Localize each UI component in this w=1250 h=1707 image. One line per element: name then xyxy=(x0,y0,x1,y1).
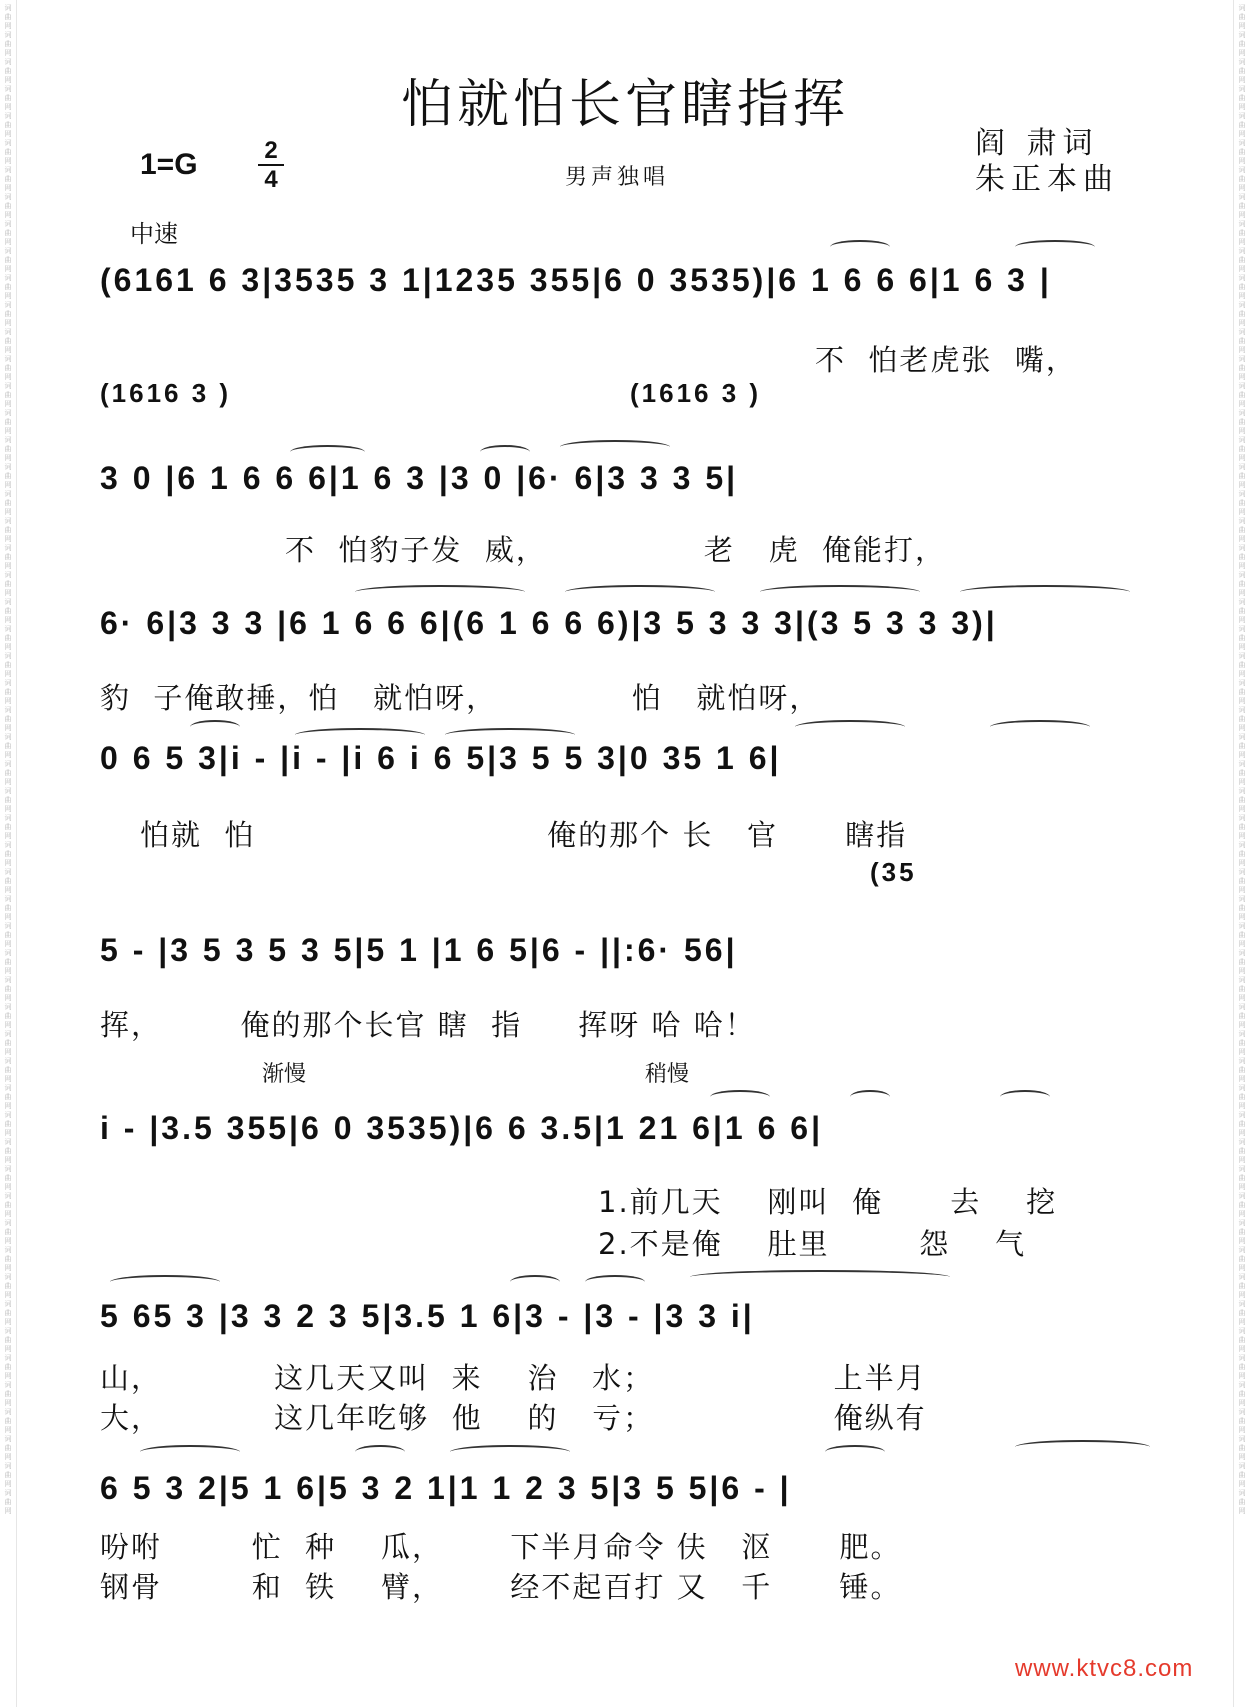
slur xyxy=(190,720,240,734)
time-signature xyxy=(258,138,284,192)
voice-type: 男声独唱 xyxy=(565,165,670,190)
slur xyxy=(1015,240,1095,254)
variant-notation: (1616 3 ) xyxy=(100,378,232,408)
slur xyxy=(760,585,920,599)
notation-line-8: 6 5 3 2|5 1 6|5 3 2 1|1 1 2 3 5|3 5 5|6 - | xyxy=(100,1470,792,1506)
lyrics-verse-1: 吩咐 忙 种 瓜， 下半月命令 伕 沤 肥。 xyxy=(100,1530,902,1564)
variant-notation: (35 xyxy=(870,857,917,887)
left-watermark-text: 词曲网词曲网词曲网词曲网词曲网词曲网词曲网词曲网词曲网词曲网词曲网词曲网词曲网词曲网词曲网词曲网词曲网词曲网词曲网词曲网词曲网词曲网词曲网词曲网词曲网词曲网词曲网词曲网词曲网词曲网词曲网词曲网词曲网词曲网词曲网词曲网词曲网词曲网词曲网词曲网词曲网词曲网词曲网词曲网词曲网词曲网词曲网词曲网词曲网词曲网词曲网词曲网词曲网词曲网词曲网词曲网 xyxy=(4,4,12,1515)
lyrics-verse-2: 钢骨 和 铁 臂， 经不起百打 又 千 锤。 xyxy=(100,1570,902,1604)
slur xyxy=(450,1445,570,1459)
notation-line-4: 0 6 5 3|i - |i - |i 6 i 6 5|3 5 5 3|0 35 1 6| xyxy=(100,740,782,776)
poco-rit-marking: 稍慢 xyxy=(645,1062,690,1087)
slur xyxy=(560,440,670,454)
left-watermark-strip xyxy=(0,0,17,1707)
right-watermark-text: 词曲网词曲网词曲网词曲网词曲网词曲网词曲网词曲网词曲网词曲网词曲网词曲网词曲网词曲网词曲网词曲网词曲网词曲网词曲网词曲网词曲网词曲网词曲网词曲网词曲网词曲网词曲网词曲网词曲网词曲网词曲网词曲网词曲网词曲网词曲网词曲网词曲网词曲网词曲网词曲网词曲网词曲网词曲网词曲网词曲网词曲网词曲网词曲网词曲网词曲网词曲网词曲网词曲网词曲网词曲网词曲网 xyxy=(1238,4,1246,1515)
variant-notation: (1616 3 ) xyxy=(630,378,762,408)
slur xyxy=(1015,1440,1150,1454)
lyrics-line-3: 豹 子俺敢捶，怕 就怕呀， 怕 就怕呀， xyxy=(100,681,821,715)
right-watermark-strip xyxy=(1233,0,1250,1707)
slur xyxy=(510,1275,560,1289)
slur xyxy=(795,720,905,734)
slur xyxy=(480,445,530,459)
slur xyxy=(290,445,365,459)
slur xyxy=(990,720,1090,734)
slur xyxy=(710,1090,770,1104)
lyrics-verse-1: 山， 这几天又叫 来 治 水； 上半月 xyxy=(100,1361,927,1395)
lyrics-verse-2: 2.不是俺 肚里 怨 气 xyxy=(598,1227,1027,1261)
slur xyxy=(110,1275,220,1289)
composer-credit: 朱正本曲 xyxy=(975,162,1119,197)
key-signature: 1=G xyxy=(140,148,198,181)
slur xyxy=(960,585,1130,599)
slur xyxy=(830,240,890,254)
lyrics-verse-2: 大， 这几年吃够 他 的 亏； 俺纵有 xyxy=(100,1401,927,1435)
meter-top: 2 xyxy=(264,137,278,164)
notation-line-6: i - |3.5 355|6 0 3535)|6 6 3.5|1 21 6|1 6 6| xyxy=(100,1110,824,1146)
slur xyxy=(140,1445,240,1459)
meter-bottom: 4 xyxy=(264,166,278,193)
slur xyxy=(355,585,525,599)
slur xyxy=(850,1090,890,1104)
notation-line-5: 5 - |3 5 3 5 3 5|5 1 |1 6 5|6 - ||:6· 56| xyxy=(100,932,738,968)
notation-line-2: 3 0 |6 1 6 6 6|1 6 3 |3 0 |6· 6|3 3 3 5| xyxy=(100,460,739,496)
lyrics-verse-1: 1.前几天 刚叫 俺 去 挖 xyxy=(598,1185,1058,1219)
slur xyxy=(565,585,715,599)
site-watermark: www.ktvc8.com xyxy=(1015,1655,1194,1682)
slur xyxy=(585,1275,645,1289)
lyrics-line-2: 不 怕豹子发 威， 老 虎 俺能打， xyxy=(285,533,947,567)
lyrics-line-4: 怕就 怕 俺的那个 长 官 瞎指 xyxy=(140,818,908,852)
notation-line-3: 6· 6|3 3 3 |6 1 6 6 6|(6 1 6 6 6)|3 5 3 3 3|(3 5 3 3 3)| xyxy=(100,605,998,641)
song-title: 怕就怕长官瞎指挥 xyxy=(400,75,849,135)
tempo-marking: 中速 xyxy=(130,220,178,248)
notation-line-1: (6161 6 3|3535 3 1|1235 355|6 0 3535)|6 1 6 6 6|1 6 3 | xyxy=(100,262,1052,298)
ritardando-marking: 渐慢 xyxy=(262,1062,307,1087)
lyrics-line-1: 不 怕老虎张 嘴， xyxy=(815,343,1077,377)
slur xyxy=(690,1270,950,1284)
slur xyxy=(355,1445,405,1459)
notation-line-7: 5 65 3 |3 3 2 3 5|3.5 1 6|3 - |3 - |3 3 i| xyxy=(100,1298,755,1334)
lyrics-line-5: 挥， 俺的那个长官 瞎 指 挥呀 哈 哈！ xyxy=(100,1008,756,1042)
lyricist-credit: 阎 肃词 xyxy=(975,126,1099,161)
slur xyxy=(825,1445,885,1459)
slur xyxy=(1000,1090,1050,1104)
